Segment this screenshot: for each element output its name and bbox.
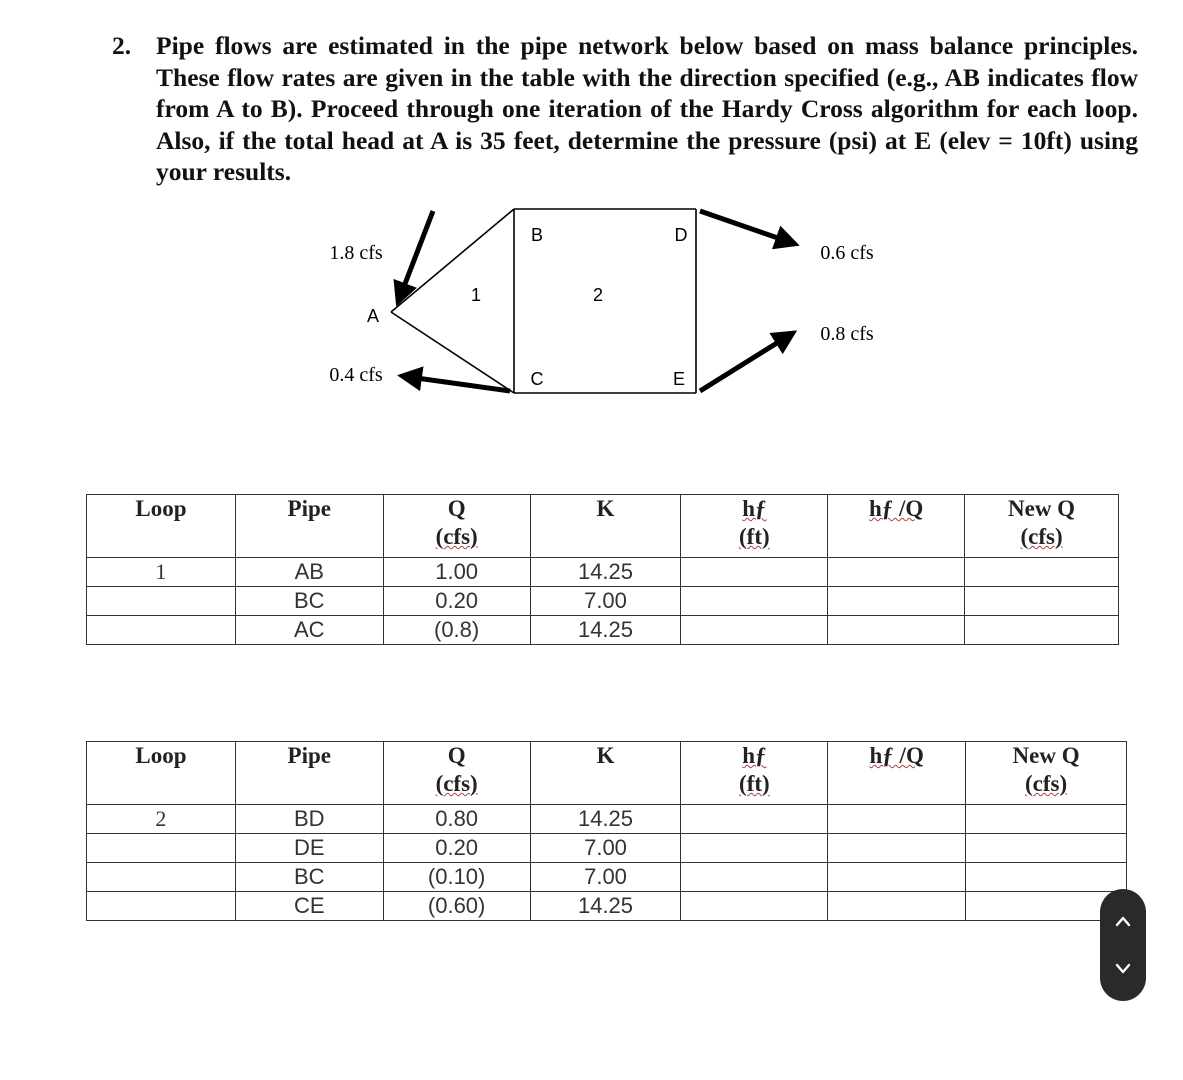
cell-hf[interactable]	[681, 558, 828, 587]
header-k: K	[530, 742, 681, 805]
cell-hfq[interactable]	[828, 558, 965, 587]
cell-new-q[interactable]	[965, 558, 1119, 587]
cell-hf[interactable]	[681, 805, 828, 834]
cell-loop: 2	[87, 805, 236, 834]
header-pipe: Pipe	[235, 742, 383, 805]
cell-hfq[interactable]	[828, 834, 966, 863]
cell-k: 14.25	[530, 558, 681, 587]
cell-hfq[interactable]	[828, 805, 966, 834]
page-nav-control	[1100, 889, 1146, 1001]
header-q-label: Q	[447, 743, 466, 768]
node-label-e: E	[672, 369, 686, 389]
inflow-arrow-a	[398, 211, 433, 302]
cell-loop: 1	[87, 558, 236, 587]
cell-k: 7.00	[530, 834, 681, 863]
header-loop: Loop	[87, 742, 236, 805]
cell-hfq[interactable]	[828, 863, 966, 892]
table-row	[87, 892, 1127, 921]
table-header-row	[87, 742, 1127, 805]
table-row	[87, 805, 1127, 834]
node-label-b: B	[530, 225, 544, 245]
cell-new-q[interactable]	[965, 616, 1119, 645]
cell-pipe: BC	[235, 587, 383, 616]
header-k: K	[530, 495, 681, 558]
cell-q: (0.60)	[383, 892, 530, 921]
cell-hfq[interactable]	[828, 587, 965, 616]
header-hf-unit: (ft)	[739, 771, 770, 796]
cell-k: 14.25	[530, 892, 681, 921]
header-newq-unit: (cfs)	[1020, 524, 1063, 549]
outflow-arrow-a	[402, 376, 510, 391]
header-newq-label: New Q	[1008, 496, 1076, 521]
cell-new-q[interactable]	[966, 863, 1127, 892]
cell-q: 0.20	[383, 587, 530, 616]
cell-pipe: CE	[235, 892, 383, 921]
node-label-a: A	[366, 306, 380, 326]
header-hfq-label: hƒ /Q	[869, 496, 924, 521]
header-hf-over-q	[828, 495, 965, 558]
cell-k: 14.25	[530, 616, 681, 645]
loop-label-1: 1	[470, 285, 482, 305]
pipe-network-diagram	[0, 0, 1183, 460]
cell-q: 0.80	[383, 805, 530, 834]
header-q	[383, 742, 530, 805]
cell-q: 0.20	[383, 834, 530, 863]
table-row	[87, 587, 1119, 616]
header-newq-unit: (cfs)	[1024, 771, 1068, 796]
header-new-q	[965, 495, 1119, 558]
pipe-ab	[391, 209, 514, 312]
loop-1-table	[86, 494, 1119, 645]
cell-hf[interactable]	[681, 587, 828, 616]
header-hf-label: hƒ	[742, 496, 767, 521]
chevron-down-icon	[1115, 963, 1131, 975]
previous-button[interactable]	[1108, 906, 1138, 936]
header-new-q	[966, 742, 1127, 805]
cell-k: 7.00	[530, 587, 681, 616]
cell-hf[interactable]	[681, 616, 828, 645]
outflow-arrow-d	[700, 211, 795, 244]
cell-new-q[interactable]	[965, 587, 1119, 616]
cell-loop	[87, 834, 236, 863]
cell-pipe: DE	[235, 834, 383, 863]
cell-loop	[87, 892, 236, 921]
table-row	[87, 863, 1127, 892]
cell-pipe: AC	[235, 616, 383, 645]
table-row	[87, 834, 1127, 863]
chevron-up-icon	[1115, 915, 1131, 927]
cell-loop	[87, 863, 236, 892]
header-q	[383, 495, 530, 558]
outflow-arrow-e	[700, 333, 793, 391]
next-button[interactable]	[1108, 954, 1138, 984]
flow-label-out-a: 0.4 cfs	[329, 364, 383, 386]
cell-hfq[interactable]	[828, 892, 966, 921]
header-loop: Loop	[87, 495, 236, 558]
header-q-label: Q	[447, 496, 466, 521]
header-q-unit: (cfs)	[435, 524, 478, 549]
cell-k: 7.00	[530, 863, 681, 892]
cell-new-q[interactable]	[966, 805, 1127, 834]
cell-pipe: AB	[235, 558, 383, 587]
cell-new-q[interactable]	[966, 834, 1127, 863]
cell-pipe: BC	[235, 863, 383, 892]
cell-hf[interactable]	[681, 834, 828, 863]
header-pipe: Pipe	[235, 495, 383, 558]
flow-label-in-a: 1.8 cfs	[329, 242, 383, 264]
header-q-unit: (cfs)	[435, 771, 478, 796]
cell-loop	[87, 587, 236, 616]
flow-label-out-e: 0.8 cfs	[820, 323, 874, 345]
table-row	[87, 558, 1119, 587]
header-hf	[681, 495, 828, 558]
table-header-row	[87, 495, 1119, 558]
cell-q: (0.10)	[383, 863, 530, 892]
node-label-d: D	[674, 225, 688, 245]
header-hf	[681, 742, 828, 805]
cell-loop	[87, 616, 236, 645]
problem-text: Pipe flows are estimated in the pipe network below based on mass balance principles. These flow rates are given in the table with the direction specified (e.g., AB indicates flow from A to B). Proceed through one iteration of the Hardy Cross algorithm for each loop. Also, if the total head at A is 35 feet, determine the pressure (psi) at E (elev = 10ft) using your results.	[156, 31, 1138, 186]
cell-q: (0.8)	[383, 616, 530, 645]
cell-hfq[interactable]	[828, 616, 965, 645]
problem-number: 2.	[112, 31, 132, 60]
header-hfq-label: hƒ /Q	[869, 743, 924, 768]
cell-hf[interactable]	[681, 863, 828, 892]
header-newq-label: New Q	[1012, 743, 1080, 768]
cell-q: 1.00	[383, 558, 530, 587]
cell-hf[interactable]	[681, 892, 828, 921]
flow-label-out-d: 0.6 cfs	[820, 242, 874, 264]
cell-pipe: BD	[235, 805, 383, 834]
node-label-c: C	[530, 369, 544, 389]
loop-2-table	[86, 741, 1127, 921]
header-hf-over-q	[828, 742, 966, 805]
cell-k: 14.25	[530, 805, 681, 834]
header-hf-label: hƒ	[742, 743, 767, 768]
header-hf-unit: (ft)	[739, 524, 770, 549]
table-row	[87, 616, 1119, 645]
loop-label-2: 2	[592, 285, 604, 305]
